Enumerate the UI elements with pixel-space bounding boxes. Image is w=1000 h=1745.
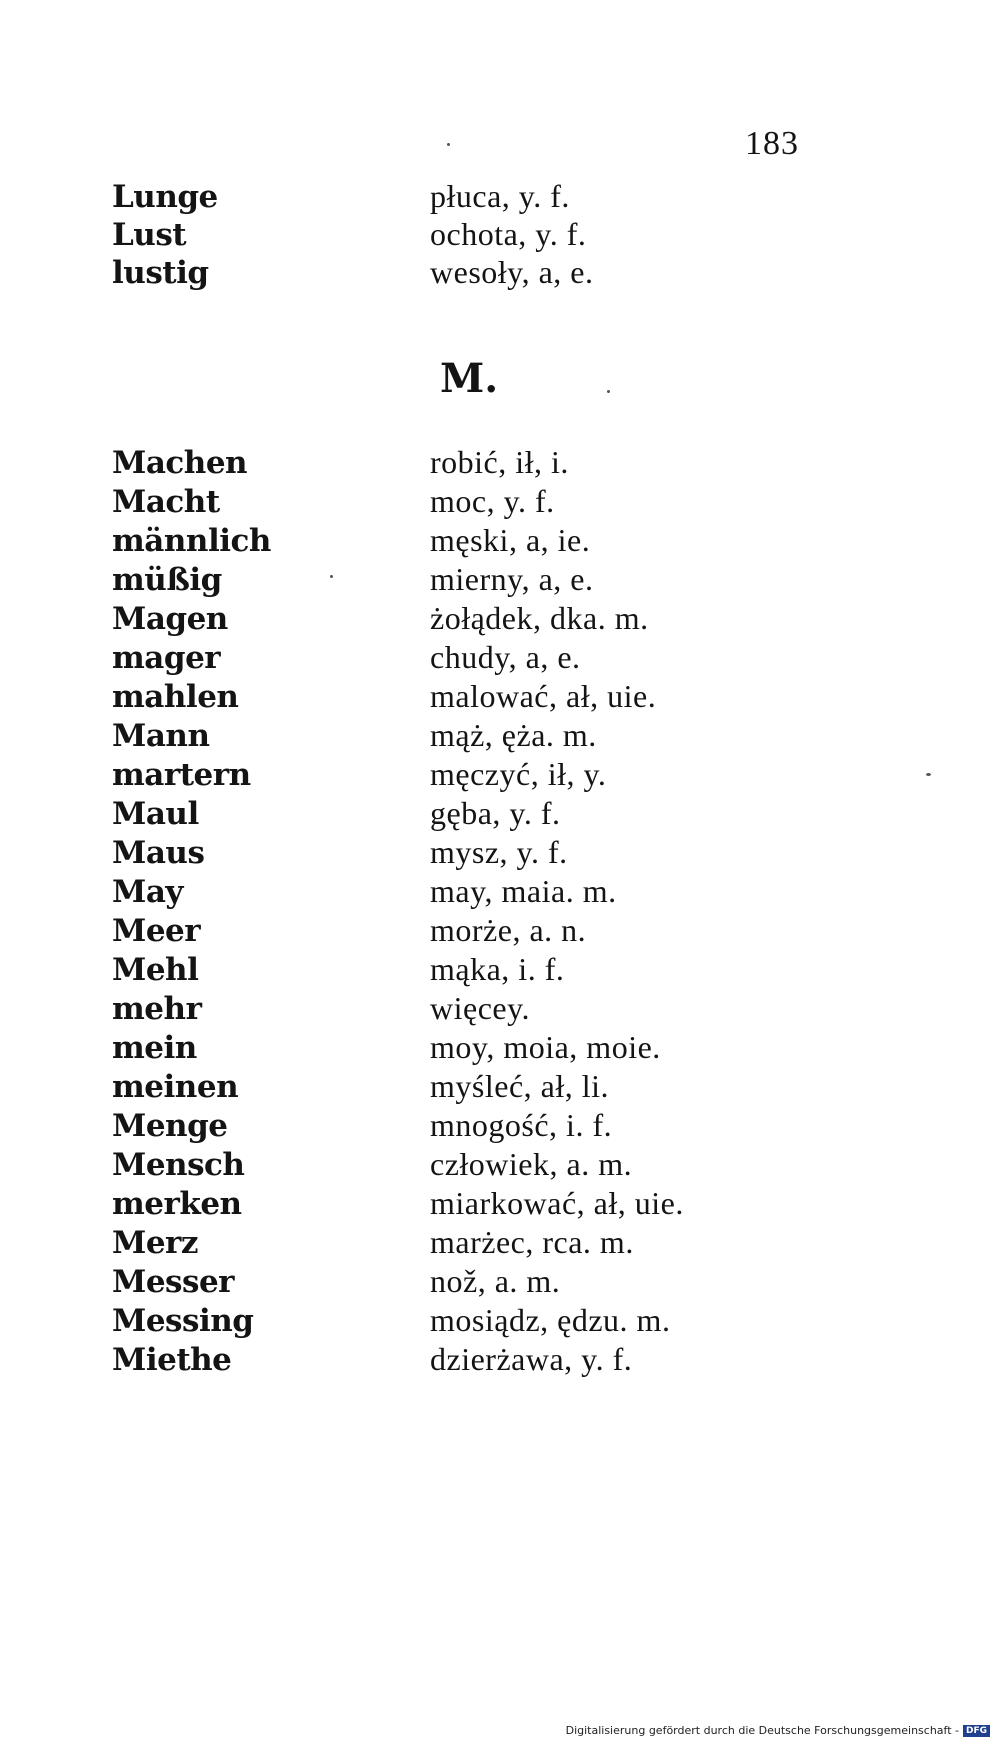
polish-translation: więcey. bbox=[430, 990, 531, 1026]
german-word: Macht bbox=[112, 484, 220, 520]
german-word: Mann bbox=[112, 718, 210, 754]
dictionary-entry bbox=[0, 1063, 1000, 1105]
dictionary-entry bbox=[0, 634, 1000, 676]
polish-translation: gęba, y. f. bbox=[430, 795, 561, 831]
dictionary-entry bbox=[0, 712, 1000, 754]
german-word: männlich bbox=[112, 523, 271, 559]
dictionary-entry bbox=[0, 751, 1000, 793]
dictionary-entry bbox=[0, 211, 1000, 253]
polish-translation: człowiek, a. m. bbox=[430, 1146, 633, 1182]
german-word: mehr bbox=[112, 991, 202, 1027]
german-word: Magen bbox=[112, 601, 228, 637]
polish-translation: marżec, rca. m. bbox=[430, 1224, 634, 1260]
german-word: mein bbox=[112, 1030, 197, 1066]
polish-translation: myśleć, ał, li. bbox=[430, 1068, 610, 1104]
dictionary-entry bbox=[0, 595, 1000, 637]
polish-translation: płuca, y. f. bbox=[430, 178, 570, 214]
german-word: Menge bbox=[112, 1108, 228, 1144]
dictionary-entry bbox=[0, 829, 1000, 871]
dictionary-entry bbox=[0, 946, 1000, 988]
dictionary-entry bbox=[0, 173, 1000, 215]
dictionary-entry bbox=[0, 478, 1000, 520]
section-heading: M. bbox=[440, 355, 499, 402]
polish-translation: mąż, ęża. m. bbox=[430, 717, 597, 753]
polish-translation: miarkować, ał, uie. bbox=[430, 1185, 684, 1221]
german-word: Meer bbox=[112, 913, 201, 949]
dictionary-entry bbox=[0, 1297, 1000, 1339]
polish-translation: may, maia. m. bbox=[430, 873, 617, 909]
polish-translation: morże, a. n. bbox=[430, 912, 587, 948]
german-word: lustig bbox=[112, 255, 209, 291]
dfg-logo: DFG bbox=[963, 1725, 990, 1737]
dictionary-entry bbox=[0, 1024, 1000, 1066]
german-word: mager bbox=[112, 640, 221, 676]
german-word: martern bbox=[112, 757, 251, 793]
dictionary-entry bbox=[0, 1102, 1000, 1144]
dictionary-entry bbox=[0, 1336, 1000, 1378]
german-word: Mehl bbox=[112, 952, 199, 988]
polish-translation: męski, a, ie. bbox=[430, 522, 591, 558]
digitization-footer bbox=[566, 1724, 990, 1737]
polish-translation: mąka, i. f. bbox=[430, 951, 565, 987]
german-word: merken bbox=[112, 1186, 242, 1222]
footer-text: Digitalisierung gefördert durch die Deutsche Forschungsgemeinschaft - bbox=[565, 1724, 959, 1737]
german-word: Mensch bbox=[112, 1147, 245, 1183]
german-word: Messing bbox=[112, 1303, 254, 1339]
german-word: Merz bbox=[112, 1225, 198, 1261]
scan-speck bbox=[447, 143, 450, 146]
polish-translation: robić, ił, i. bbox=[430, 444, 569, 480]
dictionary-entry bbox=[0, 790, 1000, 832]
scan-speck bbox=[926, 773, 931, 776]
polish-translation: chudy, a, e. bbox=[430, 639, 581, 675]
dictionary-entry bbox=[0, 1219, 1000, 1261]
polish-translation: dzierżawa, y. f. bbox=[430, 1341, 633, 1377]
german-word: meinen bbox=[112, 1069, 239, 1105]
german-word: Maus bbox=[112, 835, 205, 871]
polish-translation: moy, moia, moie. bbox=[430, 1029, 661, 1065]
polish-translation: mnogość, i. f. bbox=[430, 1107, 613, 1143]
dictionary-entry bbox=[0, 1180, 1000, 1222]
dictionary-entry bbox=[0, 249, 1000, 291]
dictionary-entry bbox=[0, 907, 1000, 949]
german-word: Lust bbox=[112, 217, 187, 253]
polish-translation: malować, ał, uie. bbox=[430, 678, 657, 714]
german-word: Machen bbox=[112, 445, 248, 481]
dictionary-entry bbox=[0, 868, 1000, 910]
german-word: Miethe bbox=[112, 1342, 232, 1378]
german-word: Messer bbox=[112, 1264, 234, 1300]
dictionary-entry bbox=[0, 556, 1000, 598]
polish-translation: nož, a. m. bbox=[430, 1263, 561, 1299]
dictionary-entry bbox=[0, 439, 1000, 481]
scan-speck bbox=[607, 390, 610, 393]
dictionary-entry bbox=[0, 1258, 1000, 1300]
german-word: müßig bbox=[112, 562, 222, 598]
scan-speck bbox=[330, 575, 333, 578]
german-word: mahlen bbox=[112, 679, 239, 715]
german-word: May bbox=[112, 874, 183, 910]
polish-translation: wesoły, a, e. bbox=[430, 254, 594, 290]
dictionary-entry bbox=[0, 985, 1000, 1027]
polish-translation: męczyć, ił, y. bbox=[430, 756, 607, 792]
dictionary-entry bbox=[0, 1141, 1000, 1183]
german-word: Maul bbox=[112, 796, 199, 832]
dictionary-entry bbox=[0, 517, 1000, 559]
polish-translation: mierny, a, e. bbox=[430, 561, 594, 597]
polish-translation: moc, y. f. bbox=[430, 483, 555, 519]
polish-translation: ochota, y. f. bbox=[430, 216, 587, 252]
polish-translation: mysz, y. f. bbox=[430, 834, 568, 870]
german-word: Lunge bbox=[112, 179, 218, 215]
page-number: 183 bbox=[745, 125, 799, 162]
dictionary-entry bbox=[0, 673, 1000, 715]
polish-translation: mosiądz, ędzu. m. bbox=[430, 1302, 671, 1338]
polish-translation: żołądek, dka. m. bbox=[430, 600, 649, 636]
